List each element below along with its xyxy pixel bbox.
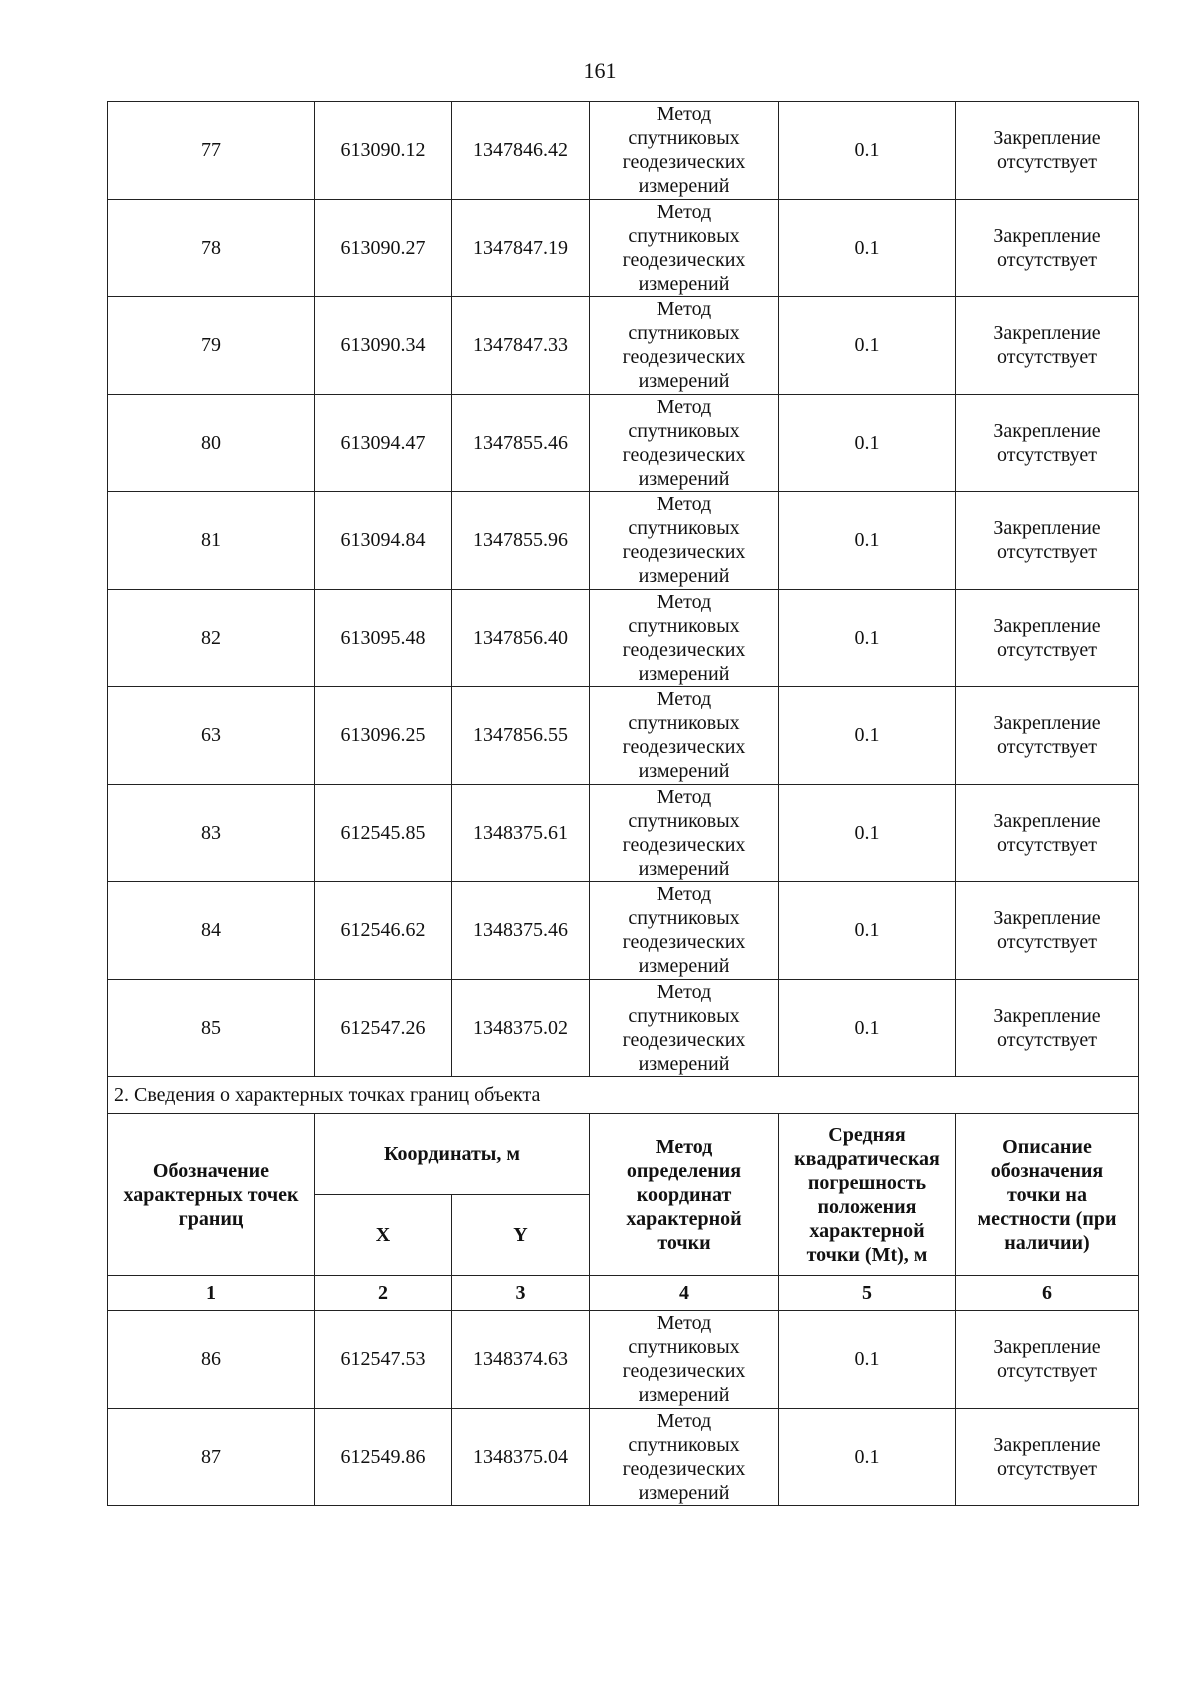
method-line: геодезических <box>622 833 746 856</box>
header-error-line: погрешность <box>807 1171 927 1194</box>
method-line: Метод <box>656 103 712 126</box>
description-line: Закрепление <box>993 1433 1101 1456</box>
method-cell <box>590 102 779 200</box>
mt-cell: 0.1 <box>779 297 956 395</box>
coord-x-cell: 613094.84 <box>315 492 452 590</box>
description-line: отсутствует <box>996 736 1098 759</box>
point-id-cell: 83 <box>108 784 315 882</box>
method-line: спутниковых <box>628 614 740 637</box>
method-cell <box>590 297 779 395</box>
description-line: Закрепление <box>993 322 1101 345</box>
method-cell <box>590 492 779 590</box>
description-line: отсутствует <box>996 346 1098 369</box>
point-id-cell: 87 <box>108 1408 315 1506</box>
column-number: 5 <box>779 1276 956 1311</box>
description-line: отсутствует <box>996 541 1098 564</box>
coord-x-cell: 613090.34 <box>315 297 452 395</box>
mt-cell: 0.1 <box>779 492 956 590</box>
table-body-bottom <box>108 1311 1139 1506</box>
header-error-line: квадратическая <box>794 1147 940 1170</box>
description-line: отсутствует <box>996 151 1098 174</box>
method-line: измерений <box>638 1384 730 1407</box>
header-description <box>956 1114 1139 1276</box>
method-line: спутниковых <box>628 517 740 540</box>
method-cell <box>590 882 779 980</box>
coord-x-cell: 612547.26 <box>315 979 452 1077</box>
column-number: 4 <box>590 1276 779 1311</box>
column-number: 3 <box>452 1276 590 1311</box>
mt-cell: 0.1 <box>779 784 956 882</box>
coord-x-cell: 613095.48 <box>315 589 452 687</box>
header-description-line: местности (при <box>977 1207 1117 1230</box>
method-line: спутниковых <box>628 1336 740 1359</box>
table-row <box>108 1408 1139 1506</box>
method-line: измерений <box>638 272 730 295</box>
method-line: измерений <box>638 662 730 685</box>
method-line: Метод <box>656 883 712 906</box>
method-line: Метод <box>656 688 712 711</box>
header-designation-line: характерных точек <box>123 1183 299 1206</box>
description-cell <box>956 882 1139 980</box>
coord-y-cell: 1347855.46 <box>452 394 590 492</box>
coord-y-cell: 1347847.19 <box>452 199 590 297</box>
description-line: отсутствует <box>996 1028 1098 1051</box>
header-description-line: обозначения <box>990 1159 1104 1182</box>
column-number: 2 <box>315 1276 452 1311</box>
description-line: отсутствует <box>996 931 1098 954</box>
method-line: спутниковых <box>628 809 740 832</box>
description-line: Закрепление <box>993 224 1101 247</box>
header-description-line: Описание <box>1002 1135 1092 1158</box>
method-line: измерений <box>638 175 730 198</box>
header-method-line: точки <box>657 1231 711 1254</box>
method-line: Метод <box>656 980 712 1003</box>
description-line: отсутствует <box>996 833 1098 856</box>
table-row <box>108 979 1139 1077</box>
description-line: отсутствует <box>996 1360 1098 1383</box>
coord-x-cell: 613096.25 <box>315 687 452 785</box>
point-id-cell: 85 <box>108 979 315 1077</box>
coord-y-cell: 1348375.02 <box>452 979 590 1077</box>
header-error <box>779 1114 956 1276</box>
method-line: Метод <box>656 493 712 516</box>
coord-y-cell: 1347846.42 <box>452 102 590 200</box>
method-line: измерений <box>638 857 730 880</box>
description-cell <box>956 394 1139 492</box>
table-row <box>108 589 1139 687</box>
header-designation <box>108 1114 315 1276</box>
header-row-1 <box>108 1114 1139 1195</box>
method-cell <box>590 979 779 1077</box>
header-designation-line: границ <box>178 1207 244 1230</box>
description-line: Закрепление <box>993 1336 1101 1359</box>
coord-y-cell: 1347856.55 <box>452 687 590 785</box>
column-number: 1 <box>108 1276 315 1311</box>
header-method-line: Метод <box>655 1135 713 1158</box>
method-line: геодезических <box>622 541 746 564</box>
method-cell <box>590 687 779 785</box>
method-line: спутниковых <box>628 1433 740 1456</box>
header-description-line: наличии) <box>1004 1231 1090 1254</box>
method-line: спутниковых <box>628 1004 740 1027</box>
mt-cell: 0.1 <box>779 687 956 785</box>
method-line: геодезических <box>622 1028 746 1051</box>
method-line: спутниковых <box>628 224 740 247</box>
mt-cell: 0.1 <box>779 1408 956 1506</box>
coord-x-cell: 613090.12 <box>315 102 452 200</box>
method-cell <box>590 589 779 687</box>
coord-x-cell: 612549.86 <box>315 1408 452 1506</box>
coord-x-cell: 613090.27 <box>315 199 452 297</box>
description-line: Закрепление <box>993 614 1101 637</box>
method-line: Метод <box>656 395 712 418</box>
header-method <box>590 1114 779 1276</box>
method-line: измерений <box>638 1481 730 1504</box>
coord-y-cell: 1347856.40 <box>452 589 590 687</box>
method-line: спутниковых <box>628 127 740 150</box>
table-row <box>108 784 1139 882</box>
description-line: отсутствует <box>996 1457 1098 1480</box>
method-line: геодезических <box>622 346 746 369</box>
header-designation-line: Обозначение <box>152 1159 270 1182</box>
description-line: отсутствует <box>996 248 1098 271</box>
description-cell <box>956 102 1139 200</box>
point-id-cell: 77 <box>108 102 315 200</box>
point-id-cell: 79 <box>108 297 315 395</box>
header-method-line: характерной <box>626 1207 742 1230</box>
mt-cell: 0.1 <box>779 589 956 687</box>
description-cell <box>956 1311 1139 1409</box>
description-cell <box>956 1408 1139 1506</box>
boundary-points-table <box>107 101 1139 1506</box>
method-cell <box>590 784 779 882</box>
method-line: геодезических <box>622 443 746 466</box>
description-cell <box>956 979 1139 1077</box>
table-row <box>108 199 1139 297</box>
method-line: измерений <box>638 955 730 978</box>
method-line: Метод <box>656 1409 712 1432</box>
column-number: 6 <box>956 1276 1139 1311</box>
description-cell <box>956 199 1139 297</box>
mt-cell: 0.1 <box>779 979 956 1077</box>
column-numbers-row <box>108 1276 1139 1311</box>
method-line: Метод <box>656 298 712 321</box>
header-method-line: координат <box>636 1183 732 1206</box>
method-line: геодезических <box>622 1457 746 1480</box>
header-error-line: точки (Mt), м <box>806 1243 928 1266</box>
mt-cell: 0.1 <box>779 199 956 297</box>
point-id-cell: 81 <box>108 492 315 590</box>
table-row <box>108 882 1139 980</box>
method-line: измерений <box>638 760 730 783</box>
point-id-cell: 78 <box>108 199 315 297</box>
description-line: Закрепление <box>993 1004 1101 1027</box>
method-line: геодезических <box>622 248 746 271</box>
coord-y-cell: 1347847.33 <box>452 297 590 395</box>
method-line: измерений <box>638 1052 730 1075</box>
description-line: отсутствует <box>996 638 1098 661</box>
method-line: измерений <box>638 467 730 490</box>
method-line: Метод <box>656 1312 712 1335</box>
method-line: геодезических <box>622 1360 746 1383</box>
mt-cell: 0.1 <box>779 882 956 980</box>
description-line: Закрепление <box>993 907 1101 930</box>
description-line: отсутствует <box>996 443 1098 466</box>
coord-y-cell: 1348375.46 <box>452 882 590 980</box>
table-row <box>108 492 1139 590</box>
point-id-cell: 86 <box>108 1311 315 1409</box>
method-line: спутниковых <box>628 419 740 442</box>
method-line: геодезических <box>622 151 746 174</box>
point-id-cell: 80 <box>108 394 315 492</box>
point-id-cell: 63 <box>108 687 315 785</box>
description-line: Закрепление <box>993 712 1101 735</box>
header-coordinates: Координаты, м <box>315 1114 590 1195</box>
mt-cell: 0.1 <box>779 1311 956 1409</box>
description-cell <box>956 687 1139 785</box>
header-description-line: точки на <box>1007 1183 1087 1206</box>
description-cell <box>956 784 1139 882</box>
table-body-top <box>108 102 1139 1077</box>
header-error-line: характерной <box>809 1219 925 1242</box>
section-title-row <box>108 1077 1139 1114</box>
method-line: измерений <box>638 565 730 588</box>
coord-x-cell: 613094.47 <box>315 394 452 492</box>
method-line: Метод <box>656 590 712 613</box>
section-2 <box>108 1077 1139 1311</box>
header-y: Y <box>452 1195 590 1276</box>
coord-x-cell: 612545.85 <box>315 784 452 882</box>
method-cell <box>590 394 779 492</box>
header-x: X <box>315 1195 452 1276</box>
method-line: геодезических <box>622 638 746 661</box>
mt-cell: 0.1 <box>779 102 956 200</box>
table-row <box>108 394 1139 492</box>
description-cell <box>956 297 1139 395</box>
method-cell <box>590 199 779 297</box>
method-line: Метод <box>656 785 712 808</box>
coord-y-cell: 1348375.61 <box>452 784 590 882</box>
method-cell <box>590 1408 779 1506</box>
description-cell <box>956 492 1139 590</box>
header-error-line: положения <box>817 1195 917 1218</box>
coord-y-cell: 1348375.04 <box>452 1408 590 1506</box>
method-line: геодезических <box>622 736 746 759</box>
method-line: спутниковых <box>628 907 740 930</box>
description-cell <box>956 589 1139 687</box>
section-title: 2. Сведения о характерных точках границ объекта <box>108 1077 1139 1114</box>
method-line: спутниковых <box>628 322 740 345</box>
coord-x-cell: 612546.62 <box>315 882 452 980</box>
description-line: Закрепление <box>993 419 1101 442</box>
header-method-line: определения <box>626 1159 742 1182</box>
method-line: спутниковых <box>628 712 740 735</box>
page-number: 161 <box>583 58 617 83</box>
table-row <box>108 1311 1139 1409</box>
method-line: геодезических <box>622 931 746 954</box>
coord-y-cell: 1347855.96 <box>452 492 590 590</box>
description-line: Закрепление <box>993 517 1101 540</box>
description-line: Закрепление <box>993 127 1101 150</box>
table-row <box>108 102 1139 200</box>
mt-cell: 0.1 <box>779 394 956 492</box>
coord-x-cell: 612547.53 <box>315 1311 452 1409</box>
header-error-line: Средняя <box>828 1123 906 1146</box>
method-cell <box>590 1311 779 1409</box>
description-line: Закрепление <box>993 809 1101 832</box>
point-id-cell: 84 <box>108 882 315 980</box>
method-line: Метод <box>656 200 712 223</box>
table-row <box>108 687 1139 785</box>
method-line: измерений <box>638 370 730 393</box>
point-id-cell: 82 <box>108 589 315 687</box>
table-row <box>108 297 1139 395</box>
coord-y-cell: 1348374.63 <box>452 1311 590 1409</box>
